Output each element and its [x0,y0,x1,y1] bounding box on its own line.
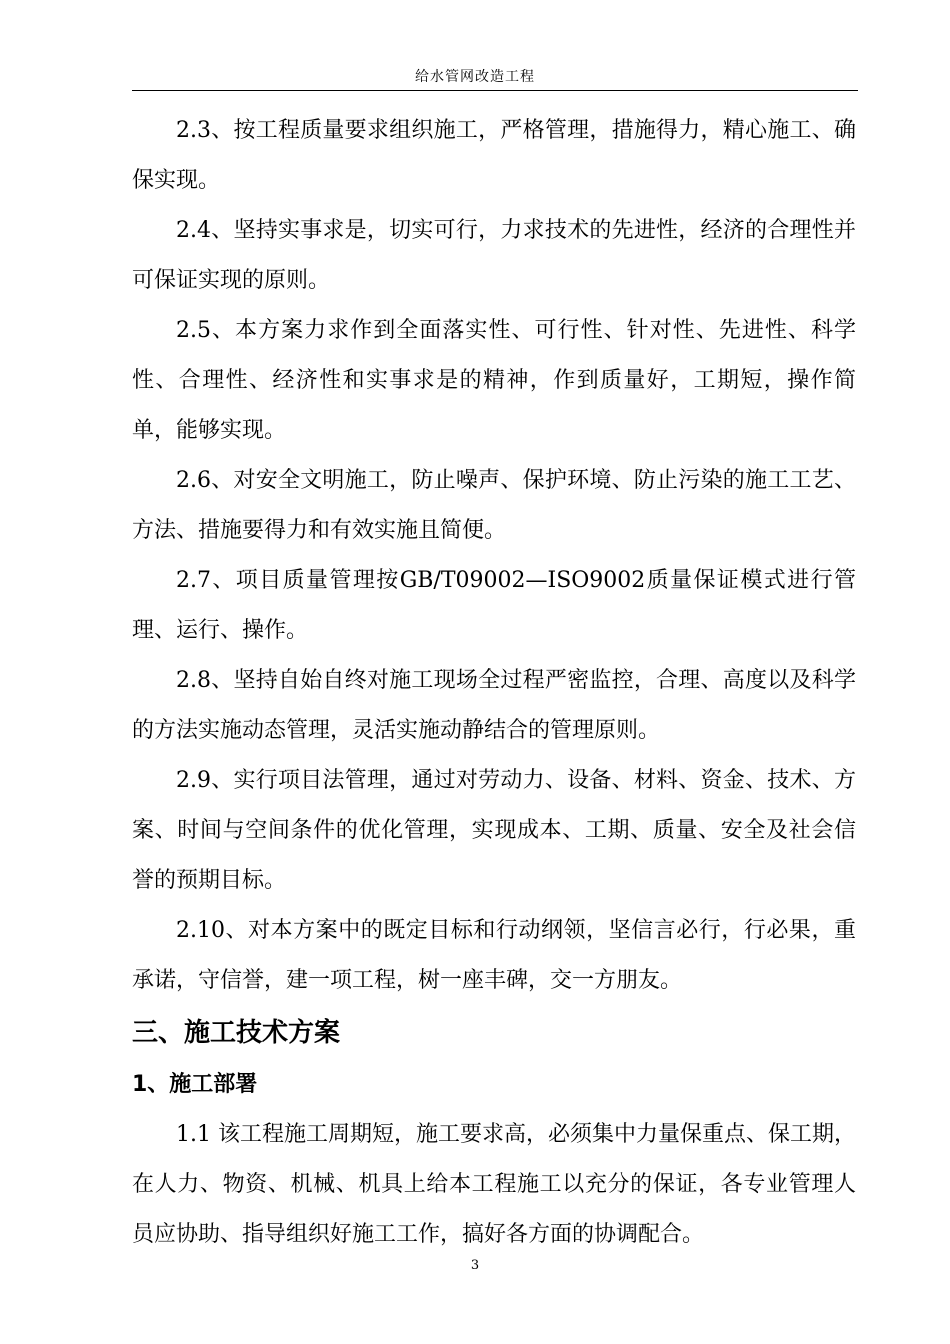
section-heading: 三、施工技术方案 [132,1018,341,1048]
subsection-heading: 1、施工部署 [132,1072,258,1097]
paragraph-2-7: 2.7、项目质量管理按GB/T09002—ISO9002质量保证模式进行管理、运行、操作。 [132,568,856,643]
paragraph-2-8: 2.8、坚持自始自终对施工现场全过程严密监控，合理、高度以及科学的方法实施动态管理，灵活实施动静结合的管理原则。 [132,668,856,743]
paragraph-2-6: 2.6、对安全文明施工，防止噪声、保护环境、防止污染的施工工艺、方法、措施要得力和有效实施且简便。 [132,468,856,543]
paragraph-2-10: 2.10、对本方案中的既定目标和行动纲领，坚信言必行，行必果，重承诺，守信誉，建一项工程，树一座丰碑，交一方朋友。 [132,918,856,993]
paragraph-1-1: 1.1 该工程施工周期短，施工要求高，必须集中力量保重点、保工期，在人力、物资、机械、机具上给本工程施工以充分的保证，各专业管理人员应协助、指导组织好施工工作，搞好各方面的协调配合。 [132,1122,856,1247]
paragraph-2-9: 2.9、实行项目法管理，通过对劳动力、设备、材料、资金、技术、方案、时间与空间条件的优化管理，实现成本、工期、质量、安全及社会信誉的预期目标。 [132,768,856,893]
document-body [132,106,856,1260]
page-header: 给水管网改造工程 [415,69,535,85]
paragraph-2-4: 2.4、坚持实事求是，切实可行，力求技术的先进性，经济的合理性并可保证实现的原则。 [132,218,856,293]
page-number: 3 [470,1258,480,1273]
paragraph-2-3: 2.3、按工程质量要求组织施工，严格管理，措施得力，精心施工、确保实现。 [132,118,856,193]
paragraph-2-5: 2.5、本方案力求作到全面落实性、可行性、针对性、先进性、科学性、合理性、经济性和实事求是的精神，作到质量好，工期短，操作简单，能够实现。 [132,318,856,443]
header-rule [132,90,858,91]
